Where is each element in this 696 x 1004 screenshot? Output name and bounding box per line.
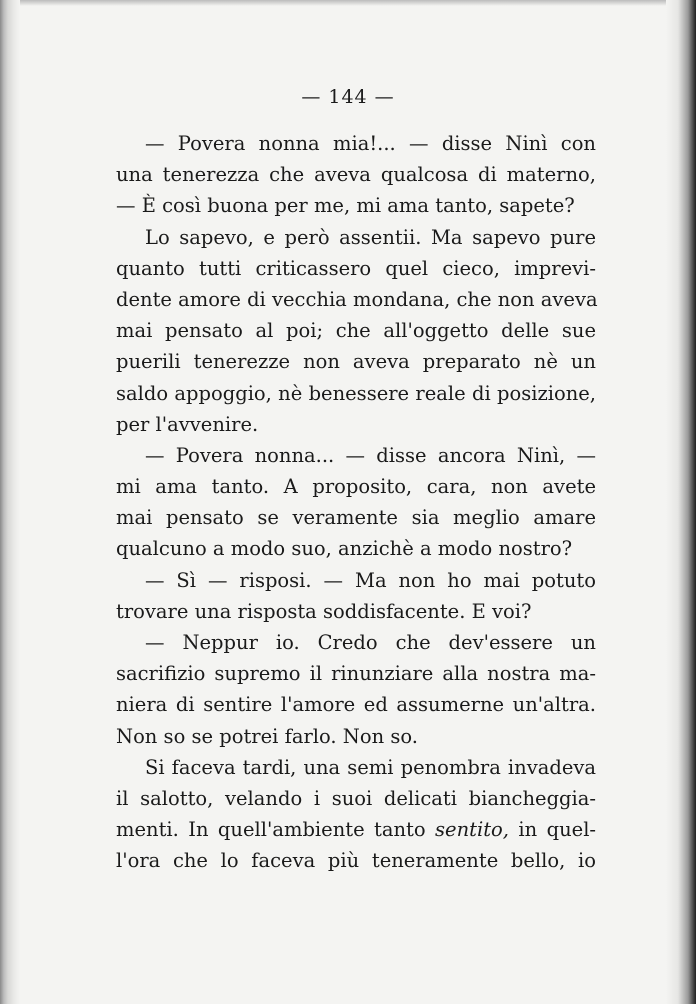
text-line: puerili tenerezze non aveva preparato nè un — [116, 350, 596, 374]
body-text — [116, 128, 596, 877]
text-line: il salotto, velando i suoi delicati biancheggia- — [116, 786, 596, 810]
page-outer-edge — [666, 0, 696, 1004]
text-line: dente amore di vecchia mondana, che non aveva — [116, 287, 598, 311]
text-line: quanto tutti criticassero quel cieco, imprevi- — [116, 256, 596, 280]
text-line: Si faceva tardi, una semi penombra invadeva — [145, 755, 596, 779]
text-line: — Sì — risposi. — Ma non ho mai potuto — [145, 568, 596, 592]
page-number: — 144 — — [301, 86, 395, 108]
text-line: l'ora che lo faceva più teneramente bello, io — [116, 849, 596, 873]
page-top-edge — [0, 0, 696, 6]
text-line: trovare una risposta soddisfacente. E voi? — [116, 599, 532, 623]
text-span: in quel- — [518, 818, 597, 842]
text-line: una tenerezza che aveva qualcosa di materno, — [116, 163, 596, 187]
text-line: mi ama tanto. A proposito, cara, non avete — [116, 475, 596, 499]
text-span: menti. In quell'ambiente tanto — [116, 818, 426, 842]
emphasized-word: sentito, — [435, 818, 510, 842]
text-line: — Povera nonna... — disse ancora Ninì, — — [145, 443, 596, 467]
text-line: sacrifizio supremo il rinunziare alla nostra ma- — [116, 662, 596, 686]
text-line: Lo sapevo, e però assentii. Ma sapevo pure — [145, 225, 596, 249]
text-line — [116, 814, 596, 845]
text-line: — È così buona per me, mi ama tanto, sapete? — [116, 194, 575, 218]
text-line: qualcuno a modo suo, anzichè a modo nostro? — [116, 537, 573, 561]
text-line: niera di sentire l'amore ed assumerne un'altra. — [116, 693, 596, 717]
text-line: per l'avvenire. — [116, 412, 259, 436]
text-line: — Povera nonna mia!... — disse Ninì con — [145, 132, 596, 155]
text-line: mai pensato se veramente sia meglio amare — [116, 506, 596, 530]
text-line: saldo appoggio, nè benessere reale di posizione, — [116, 381, 596, 405]
text-line: Non so se potrei farlo. Non so. — [116, 724, 418, 748]
text-line: mai pensato al poi; che all'oggetto delle sue — [116, 319, 596, 343]
page-binding-edge — [0, 0, 20, 1004]
text-line: — Neppur io. Credo che dev'essere un — [145, 631, 596, 654]
